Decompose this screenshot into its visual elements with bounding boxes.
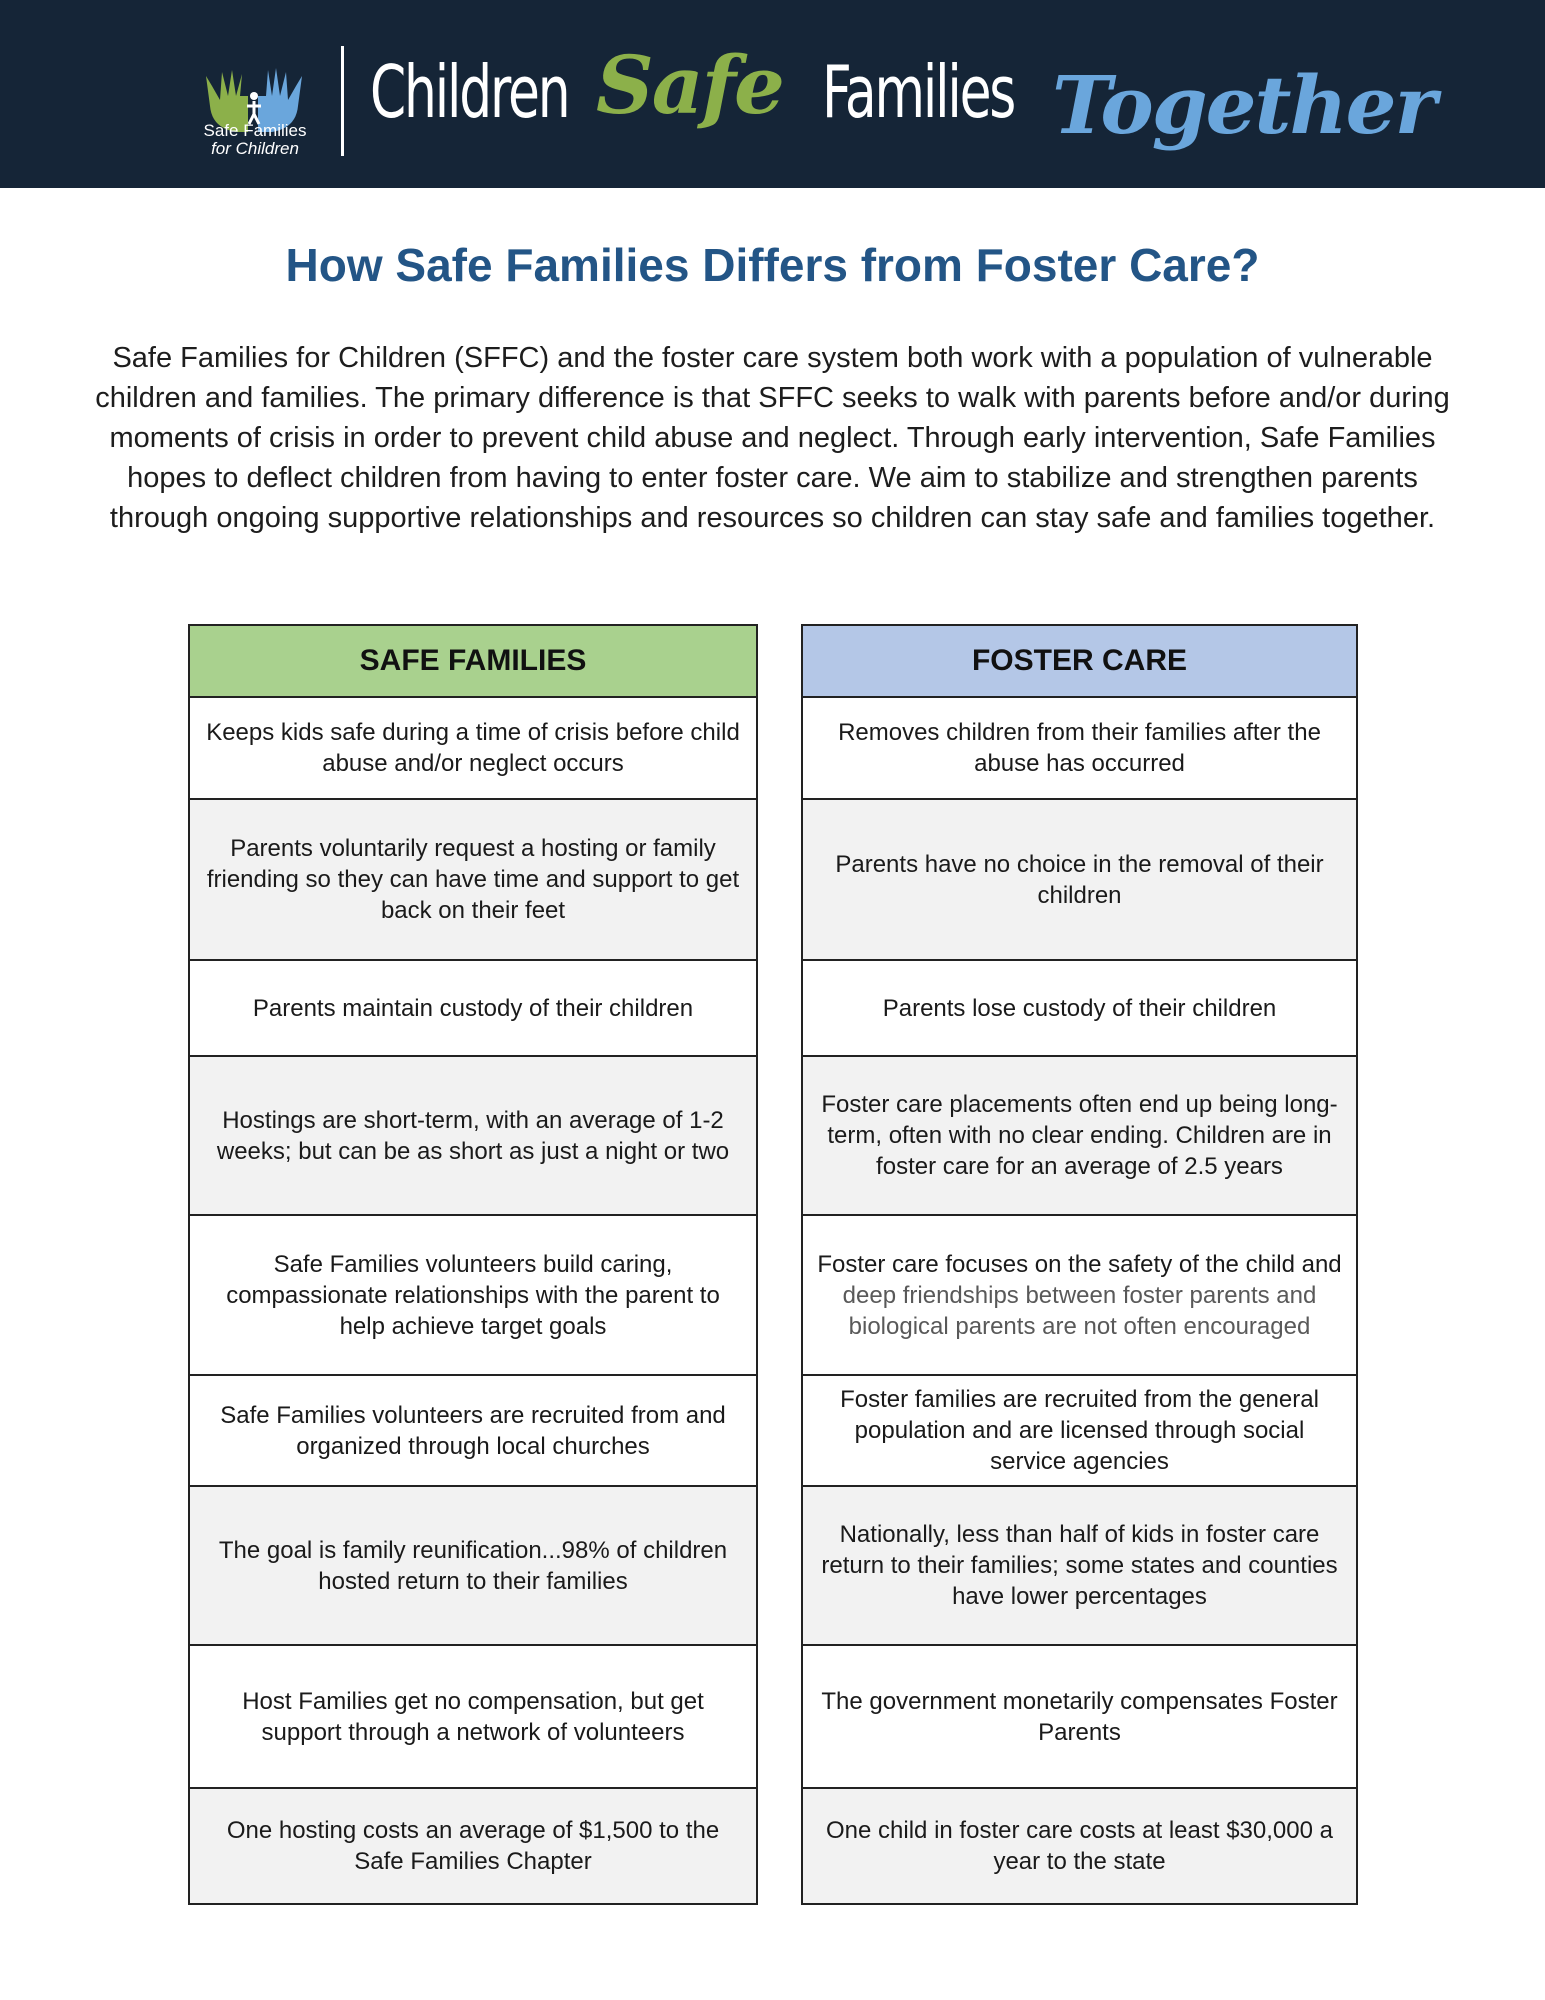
table-cell: Safe Families volunteers build caring, compassionate relationships with the parent to help achieve target goals [190, 1216, 756, 1376]
table-cell: Foster care placements often end up being long-term, often with no clear ending. Children are in foster care for an average of 2.5 years [803, 1057, 1356, 1216]
word-children: Children [370, 50, 569, 134]
table-cell: Parents voluntarily request a hosting or family friending so they can have time and support to get back on their feet [190, 800, 756, 961]
word-safe: Safe [596, 38, 783, 132]
word-families: Families [822, 50, 1015, 134]
table-cell: One hosting costs an average of $1,500 to the Safe Families Chapter [190, 1789, 756, 1903]
divider [341, 46, 344, 156]
table-cell: Hostings are short-term, with an average of 1-2 weeks; but can be as short as just a night or two [190, 1057, 756, 1216]
intro-paragraph: Safe Families for Children (SFFC) and the foster care system both work with a population of vulnerable children and families. The primary difference is that SFFC seeks to walk with parents before and/or during moments of crisis in order to prevent child abuse and neglect. Through early intervention, Safe Families hopes to deflect children from having to enter foster care. We aim to stabilize and strengthen parents through ongoing supportive relationships and resources so children can stay safe and families together. [95, 342, 1450, 534]
table-cell: The government monetarily compensates Foster Parents [803, 1646, 1356, 1789]
table-cell: Parents lose custody of their children [803, 961, 1356, 1057]
page-title: How Safe Families Differs from Foster Care? [285, 239, 1260, 291]
table-cell: The goal is family reunification...98% of children hosted return to their families [190, 1487, 756, 1646]
logo-text [190, 122, 320, 158]
table-cell: One child in foster care costs at least $30,000 a year to the state [803, 1789, 1356, 1903]
table-cell [803, 1216, 1356, 1376]
table-cell: Keeps kids safe during a time of crisis before child abuse and/or neglect occurs [190, 698, 756, 800]
word-together: Together [1052, 58, 1435, 152]
foster-care-column [801, 624, 1358, 1905]
column-heading: FOSTER CARE [803, 626, 1356, 698]
safe-families-column [188, 624, 758, 1905]
table-cell: Safe Families volunteers are recruited from and organized through local churches [190, 1376, 756, 1487]
cell-text-main: Foster care focuses on the safety of the child and [817, 1250, 1342, 1278]
logo-line2: for Children [211, 139, 299, 158]
table-cell: Foster families are recruited from the general population and are licensed through social service agencies [803, 1376, 1356, 1487]
column-heading: SAFE FAMILIES [190, 626, 756, 698]
cell-text-muted: deep friendships between foster parents and biological parents are not often encouraged [842, 1281, 1317, 1340]
table-cell: Parents maintain custody of their children [190, 961, 756, 1057]
header-banner [0, 0, 1545, 188]
logo-line1: Safe Families [203, 121, 307, 140]
table-cell: Removes children from their families after the abuse has occurred [803, 698, 1356, 800]
table-cell: Nationally, less than half of kids in foster care return to their families; some states and counties have lower percentages [803, 1487, 1356, 1646]
table-cell: Host Families get no compensation, but get support through a network of volunteers [190, 1646, 756, 1789]
cell-text [815, 1249, 1344, 1342]
table-cell: Parents have no choice in the removal of their children [803, 800, 1356, 961]
